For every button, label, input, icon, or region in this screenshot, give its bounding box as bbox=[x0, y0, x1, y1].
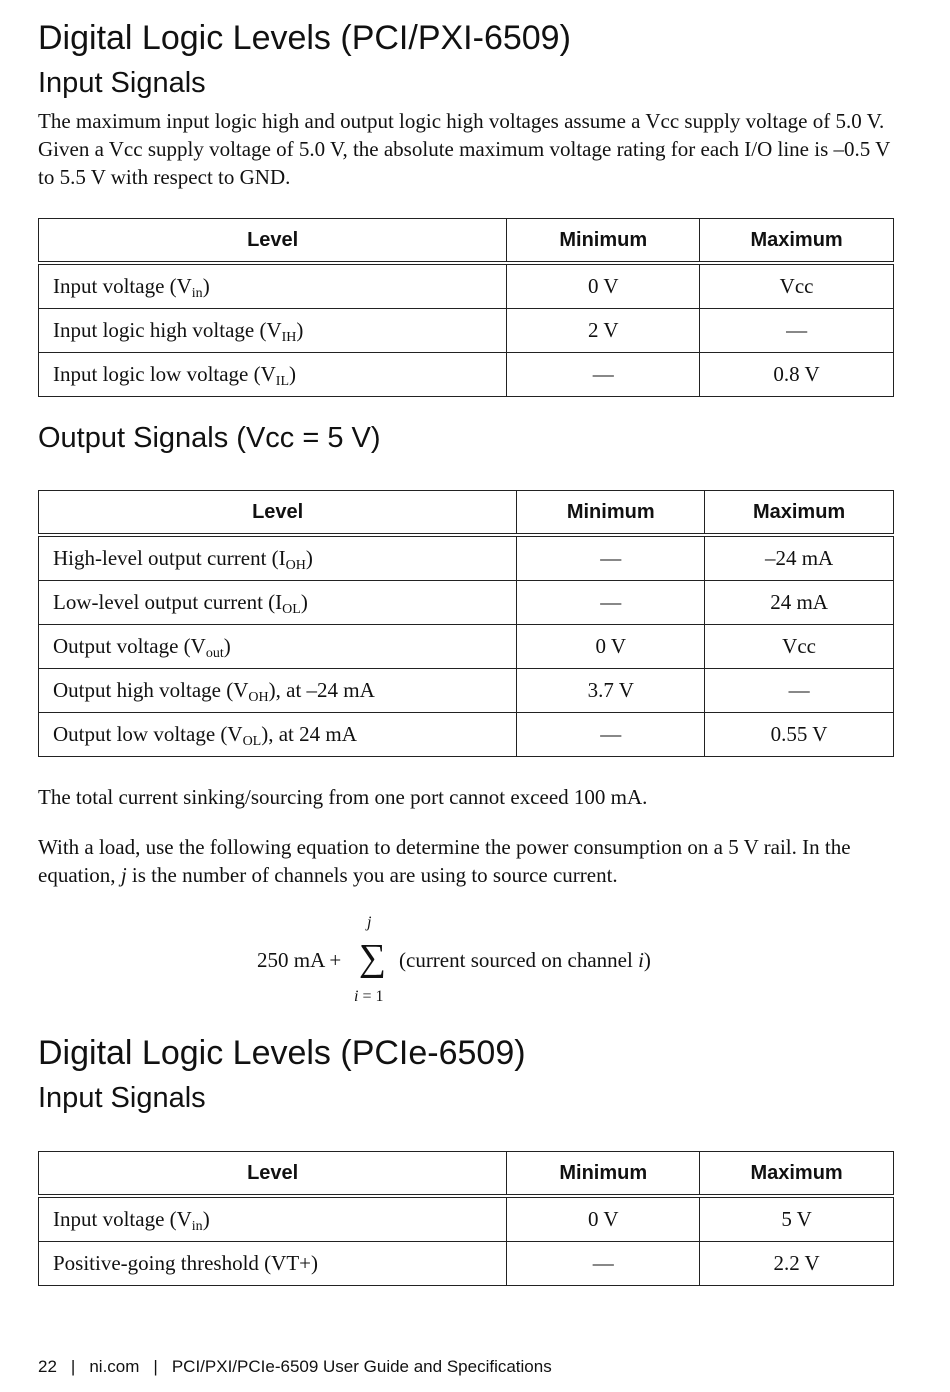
equation-term: (current sourced on channel i) bbox=[399, 948, 651, 972]
maximum-cell: –24 mA bbox=[705, 535, 894, 581]
maximum-cell: 24 mA bbox=[705, 581, 894, 625]
sum-lower-limit: i = 1 bbox=[354, 988, 384, 1005]
header-maximum: Maximum bbox=[705, 491, 894, 536]
header-minimum: Minimum bbox=[507, 219, 700, 264]
load-equation-note: With a load, use the following equation to determine the power consumption on a 5 V rail. In the equation, j is the number of channels you are using to source current. bbox=[38, 835, 851, 887]
minimum-cell: — bbox=[517, 713, 705, 757]
table-row bbox=[39, 669, 894, 713]
level-cell: Output low voltage $(V_{OL})$, at 24 mA bbox=[39, 713, 517, 757]
table-header-row bbox=[39, 1152, 894, 1197]
minimum-cell: 2 V bbox=[507, 309, 700, 353]
minimum-cell: — bbox=[517, 581, 705, 625]
header-maximum: Maximum bbox=[700, 219, 894, 264]
section-title-pcie: Digital Logic Levels (PCIe-6509) bbox=[38, 1034, 526, 1072]
intro-paragraph: The maximum input logic high and output logic high voltages assume a Vcc supply voltage of 5.0 V. Given a Vcc supply voltage of 5.0 V, the absolute maximum voltage rating for each I/O line is –0.5 V to 5.5 V with respect to GND. bbox=[38, 109, 890, 189]
minimum-cell: 0 V bbox=[507, 263, 700, 309]
level-cell: Input logic low voltage $(V_{IL})$ bbox=[39, 353, 507, 397]
header-level: Level bbox=[39, 219, 507, 264]
level-cell: Output voltage $(V_{out})$ bbox=[39, 625, 517, 669]
minimum-cell: 0 V bbox=[507, 1196, 700, 1242]
table-row bbox=[39, 535, 894, 581]
minimum-cell: 0 V bbox=[517, 625, 705, 669]
table-row bbox=[39, 263, 894, 309]
maximum-cell: Vcc bbox=[700, 263, 894, 309]
table-row bbox=[39, 581, 894, 625]
input-signals-heading: Input Signals bbox=[38, 67, 206, 99]
table-header-row bbox=[39, 219, 894, 264]
minimum-cell: — bbox=[507, 1242, 700, 1286]
level-cell: Positive-going threshold (VT+) bbox=[39, 1242, 507, 1286]
header-level: Level bbox=[39, 491, 517, 536]
footer-separator: | bbox=[70, 1357, 76, 1376]
maximum-cell: 0.8 V bbox=[700, 353, 894, 397]
output-signals-heading: Output Signals (Vcc = 5 V) bbox=[38, 422, 381, 454]
page-number: 22 bbox=[38, 1357, 57, 1376]
level-cell: Input voltage $(V_{in})$ bbox=[39, 1196, 507, 1242]
pcie-input-signals-heading: Input Signals bbox=[38, 1082, 206, 1114]
page-footer bbox=[38, 1357, 552, 1377]
maximum-cell: — bbox=[700, 309, 894, 353]
level-cell: High-level output current $(I_{OH})$ bbox=[39, 535, 517, 581]
maximum-cell: 2.2 V bbox=[700, 1242, 894, 1286]
level-cell: Input logic high voltage $(V_{IH})$ bbox=[39, 309, 507, 353]
minimum-cell: 3.7 V bbox=[517, 669, 705, 713]
pcie-input-signals-table bbox=[38, 1151, 894, 1286]
table-row bbox=[39, 1242, 894, 1286]
table-row bbox=[39, 713, 894, 757]
output-signals-table bbox=[38, 490, 894, 757]
total-current-note: The total current sinking/sourcing from one port cannot exceed 100 mA. bbox=[38, 785, 648, 809]
table-row bbox=[39, 1196, 894, 1242]
maximum-cell: 5 V bbox=[700, 1196, 894, 1242]
footer-doc-title: PCI/PXI/PCIe-6509 User Guide and Specifications bbox=[171, 1357, 552, 1376]
summation-symbol: ∑ bbox=[359, 937, 387, 979]
minimum-cell: — bbox=[517, 535, 705, 581]
power-equation bbox=[38, 912, 894, 1012]
header-level: Level bbox=[39, 1152, 507, 1197]
header-maximum: Maximum bbox=[700, 1152, 894, 1197]
table-row bbox=[39, 309, 894, 353]
table-header-row bbox=[39, 491, 894, 536]
level-cell: Low-level output current $(I_{OL})$ bbox=[39, 581, 517, 625]
equation-constant: 250 mA + bbox=[257, 948, 342, 972]
header-minimum: Minimum bbox=[507, 1152, 700, 1197]
sum-upper-limit: j bbox=[367, 914, 372, 931]
maximum-cell: — bbox=[705, 669, 894, 713]
footer-site-link[interactable]: ni.com bbox=[89, 1357, 140, 1376]
table-row bbox=[39, 625, 894, 669]
footer-separator: | bbox=[153, 1357, 158, 1376]
maximum-cell: Vcc bbox=[705, 625, 894, 669]
table-row bbox=[39, 353, 894, 397]
header-minimum: Minimum bbox=[517, 491, 705, 536]
minimum-cell: — bbox=[507, 353, 700, 397]
input-signals-table bbox=[38, 218, 894, 397]
section-title-pci-pxi: Digital Logic Levels (PCI/PXI-6509) bbox=[38, 19, 571, 57]
level-cell: Input voltage $(V_{in})$ bbox=[39, 263, 507, 309]
level-cell: Output high voltage $(V_{OH})$, at –24 mA bbox=[39, 669, 517, 713]
maximum-cell: 0.55 V bbox=[705, 713, 894, 757]
